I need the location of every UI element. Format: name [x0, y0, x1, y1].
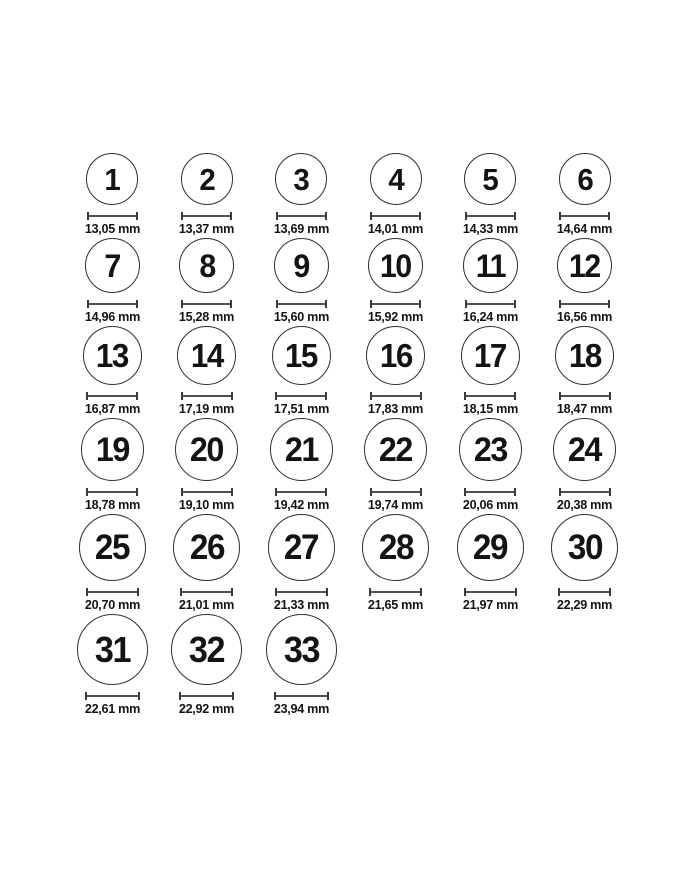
ring-size-cell	[538, 514, 633, 612]
diameter-label: 20,38 mm	[557, 497, 613, 512]
ring-circle	[551, 514, 618, 581]
ring-size-cell	[349, 326, 444, 416]
diameter-label: 15,60 mm	[273, 309, 329, 324]
ring-size-number: 31	[94, 628, 130, 670]
ring-size-cell	[65, 418, 160, 512]
ring-size-cell	[65, 514, 160, 612]
diameter-measure-line	[181, 392, 233, 400]
ring-circle	[557, 238, 612, 293]
ring-size-number: 17	[474, 337, 507, 374]
diameter-measure-line	[275, 488, 327, 496]
diameter-label: 22,61 mm	[84, 701, 140, 716]
diameter-label: 15,92 mm	[368, 309, 424, 324]
ring-size-row	[65, 153, 632, 236]
ring-circle	[272, 326, 331, 385]
ring-circle	[275, 153, 327, 205]
ring-size-cell	[443, 418, 538, 512]
diameter-label: 18,78 mm	[84, 497, 140, 512]
ring-size-cell	[254, 238, 349, 324]
ring-circle	[86, 153, 138, 205]
ring-size-number: 3	[293, 161, 309, 197]
ring-size-number: 22	[379, 430, 413, 469]
diameter-label: 17,19 mm	[179, 401, 235, 416]
ring-size-cell	[65, 238, 160, 324]
ring-circle	[362, 514, 429, 581]
ring-circle	[270, 418, 333, 481]
ring-circle	[83, 326, 142, 385]
ring-size-cell	[538, 418, 633, 512]
diameter-measure-line	[181, 212, 232, 220]
diameter-label: 21,65 mm	[368, 597, 424, 612]
ring-circle	[79, 514, 146, 581]
ring-size-number: 4	[388, 161, 404, 197]
diameter-measure-line	[559, 300, 610, 308]
ring-size-chart	[65, 153, 632, 718]
diameter-label: 14,64 mm	[557, 221, 613, 236]
diameter-measure-line	[370, 300, 421, 308]
ring-circle	[459, 418, 522, 481]
ring-circle	[85, 238, 140, 293]
diameter-measure-line	[276, 300, 327, 308]
ring-size-number: 15	[285, 337, 318, 374]
ring-circle	[366, 326, 425, 385]
ring-size-cell	[443, 153, 538, 236]
ring-size-cell	[538, 153, 633, 236]
ring-size-cell	[160, 418, 255, 512]
diameter-label: 23,94 mm	[273, 701, 329, 716]
ring-circle	[368, 238, 423, 293]
ring-size-number: 18	[568, 337, 601, 374]
diameter-label: 21,01 mm	[179, 597, 235, 612]
ring-size-row	[65, 614, 632, 716]
diameter-measure-line	[86, 488, 138, 496]
ring-size-number: 21	[284, 430, 318, 469]
ring-size-number: 19	[95, 430, 129, 469]
ring-circle	[370, 153, 422, 205]
ring-circle	[81, 418, 144, 481]
diameter-label: 13,37 mm	[179, 221, 235, 236]
diameter-measure-line	[276, 212, 327, 220]
diameter-label: 19,74 mm	[368, 497, 424, 512]
ring-size-cell	[254, 514, 349, 612]
ring-size-number: 33	[283, 628, 319, 670]
diameter-measure-line	[275, 588, 328, 596]
ring-size-number: 26	[189, 528, 224, 567]
ring-size-number: 7	[104, 247, 120, 284]
ring-circle	[177, 326, 236, 385]
diameter-measure-line	[87, 300, 138, 308]
ring-circle	[555, 326, 614, 385]
ring-size-number: 16	[379, 337, 412, 374]
diameter-label: 14,96 mm	[84, 309, 140, 324]
ring-size-cell	[65, 614, 160, 716]
diameter-measure-line	[85, 692, 140, 700]
diameter-label: 17,51 mm	[273, 401, 329, 416]
ring-size-number: 5	[482, 161, 498, 197]
ring-size-cell	[538, 326, 633, 416]
diameter-measure-line	[86, 588, 139, 596]
diameter-label: 16,24 mm	[462, 309, 518, 324]
diameter-measure-line	[559, 488, 611, 496]
diameter-measure-line	[465, 300, 516, 308]
ring-size-number: 9	[293, 247, 309, 284]
diameter-measure-line	[181, 488, 233, 496]
ring-size-cell	[65, 153, 160, 236]
ring-size-row	[65, 514, 632, 612]
diameter-measure-line	[370, 488, 422, 496]
diameter-label: 22,92 mm	[179, 701, 235, 716]
ring-size-cell	[443, 514, 538, 612]
diameter-label: 13,69 mm	[273, 221, 329, 236]
diameter-measure-line	[86, 392, 138, 400]
ring-circle	[181, 153, 233, 205]
ring-size-number: 10	[380, 247, 412, 284]
ring-size-cell	[254, 153, 349, 236]
diameter-label: 17,83 mm	[368, 401, 424, 416]
ring-size-cell	[443, 238, 538, 324]
diameter-label: 13,05 mm	[84, 221, 140, 236]
ring-size-cell	[349, 514, 444, 612]
ring-size-number: 13	[96, 337, 129, 374]
ring-size-row	[65, 238, 632, 324]
diameter-label: 15,28 mm	[179, 309, 235, 324]
diameter-measure-line	[274, 692, 329, 700]
ring-size-cell	[160, 238, 255, 324]
ring-size-number: 29	[473, 528, 508, 567]
diameter-measure-line	[370, 212, 421, 220]
diameter-measure-line	[559, 392, 611, 400]
ring-circle	[457, 514, 524, 581]
diameter-label: 14,33 mm	[462, 221, 518, 236]
ring-circle	[274, 238, 329, 293]
ring-size-cell	[254, 326, 349, 416]
diameter-label: 20,06 mm	[462, 497, 518, 512]
ring-size-number: 2	[199, 161, 215, 197]
diameter-measure-line	[559, 212, 610, 220]
ring-size-number: 30	[567, 528, 602, 567]
diameter-measure-line	[464, 392, 516, 400]
diameter-label: 18,15 mm	[462, 401, 518, 416]
ring-size-number: 27	[284, 528, 319, 567]
ring-size-number: 20	[190, 430, 224, 469]
ring-size-cell	[65, 326, 160, 416]
ring-size-number: 24	[568, 430, 602, 469]
diameter-label: 21,33 mm	[273, 597, 329, 612]
ring-size-cell	[160, 326, 255, 416]
diameter-label: 16,56 mm	[557, 309, 613, 324]
ring-circle	[173, 514, 240, 581]
ring-size-cell	[443, 326, 538, 416]
ring-circle	[463, 238, 518, 293]
ring-circle	[171, 614, 242, 685]
ring-size-number: 25	[95, 528, 130, 567]
ring-size-number: 23	[473, 430, 507, 469]
diameter-label: 19,42 mm	[273, 497, 329, 512]
diameter-measure-line	[275, 392, 327, 400]
ring-size-cell	[254, 418, 349, 512]
ring-size-row	[65, 418, 632, 512]
ring-circle	[266, 614, 337, 685]
diameter-measure-line	[370, 392, 422, 400]
ring-circle	[559, 153, 611, 205]
ring-size-cell	[160, 614, 255, 716]
ring-size-number: 28	[378, 528, 413, 567]
ring-size-number: 1	[104, 161, 120, 197]
diameter-label: 21,97 mm	[462, 597, 518, 612]
ring-size-cell	[349, 153, 444, 236]
diameter-measure-line	[465, 212, 516, 220]
ring-circle	[268, 514, 335, 581]
ring-size-number: 12	[569, 247, 601, 284]
diameter-measure-line	[558, 588, 611, 596]
diameter-measure-line	[464, 488, 516, 496]
diameter-label: 16,87 mm	[84, 401, 140, 416]
ring-size-number: 32	[189, 628, 225, 670]
ring-size-number: 11	[475, 247, 505, 284]
diameter-measure-line	[87, 212, 138, 220]
ring-size-cell	[160, 153, 255, 236]
diameter-measure-line	[180, 588, 233, 596]
diameter-measure-line	[369, 588, 422, 596]
ring-size-cell	[538, 238, 633, 324]
diameter-measure-line	[464, 588, 517, 596]
ring-circle	[364, 418, 427, 481]
ring-size-cell	[160, 514, 255, 612]
ring-circle	[179, 238, 234, 293]
ring-size-number: 14	[190, 337, 223, 374]
diameter-label: 14,01 mm	[368, 221, 424, 236]
ring-circle	[77, 614, 148, 685]
ring-size-cell	[349, 418, 444, 512]
ring-circle	[461, 326, 520, 385]
diameter-label: 18,47 mm	[557, 401, 613, 416]
diameter-label: 22,29 mm	[557, 597, 613, 612]
diameter-measure-line	[179, 692, 234, 700]
ring-circle	[464, 153, 516, 205]
diameter-label: 20,70 mm	[84, 597, 140, 612]
ring-circle	[553, 418, 616, 481]
diameter-label: 19,10 mm	[179, 497, 235, 512]
diameter-measure-line	[181, 300, 232, 308]
ring-size-cell	[349, 238, 444, 324]
ring-size-row	[65, 326, 632, 416]
ring-circle	[175, 418, 238, 481]
ring-size-number: 8	[199, 247, 215, 284]
ring-size-cell	[254, 614, 349, 716]
ring-size-number: 6	[577, 161, 593, 197]
